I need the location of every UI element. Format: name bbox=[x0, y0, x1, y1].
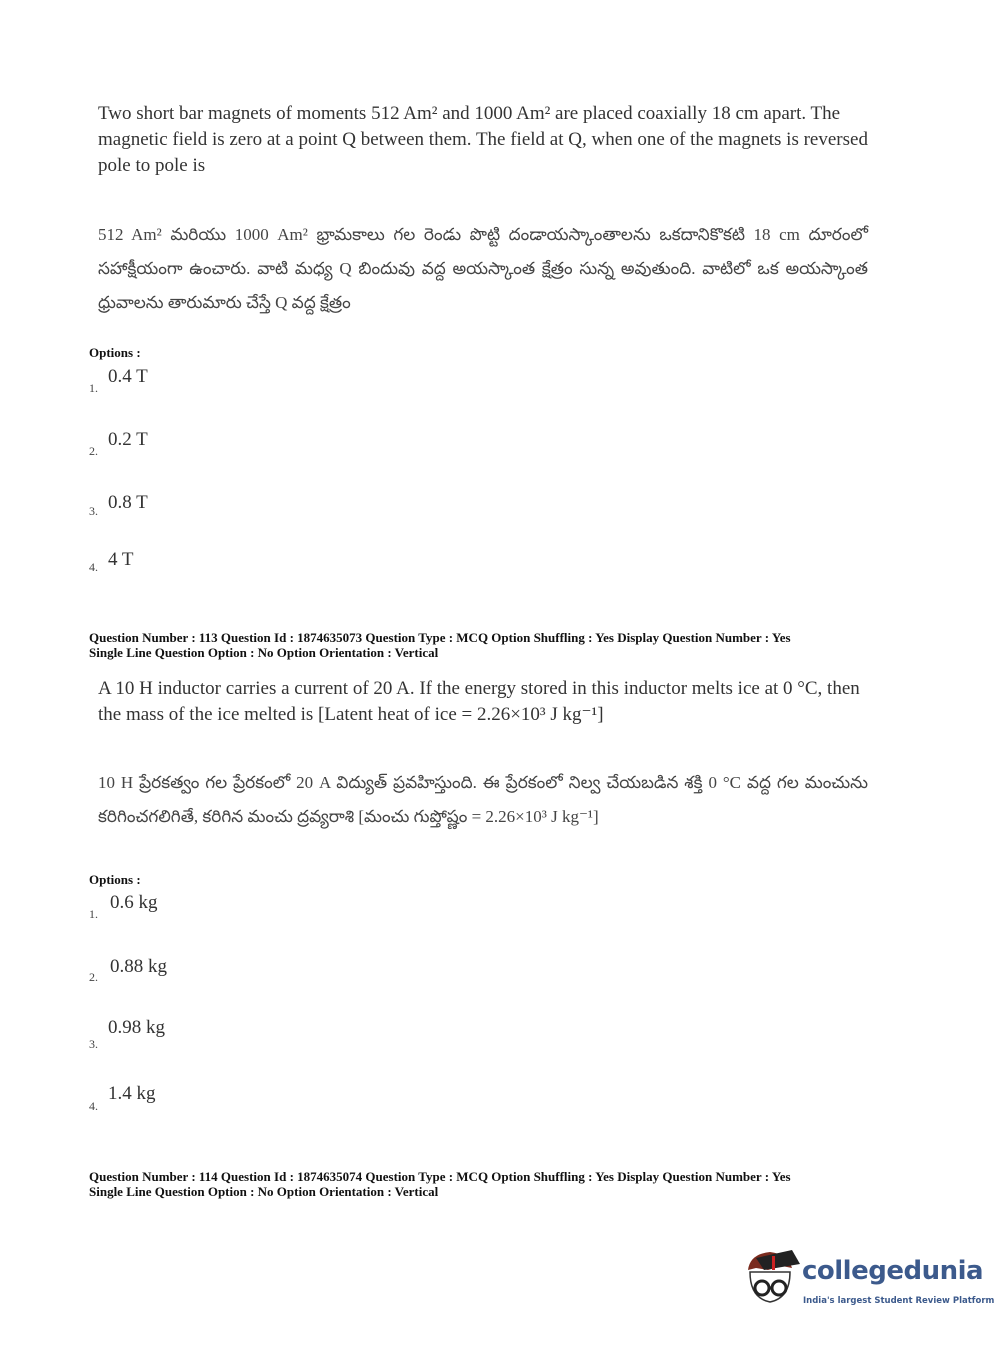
option-number: 4. bbox=[89, 1099, 98, 1113]
option-value: 0.8 T bbox=[108, 492, 148, 513]
mascot-icon bbox=[742, 1248, 800, 1310]
options-label: Options : bbox=[89, 872, 141, 887]
option-value: 0.4 T bbox=[108, 366, 148, 387]
question-113-telugu: 10 H ప్రేరకత్వం గల ప్రేరకంలో 20 A విద్యుత్ ప్రవహిస్తుంది. ఈ ప్రేరకంలో నిల్వ చేయబడిన శక్తి 0 °C వద్ద గల మంచును కరిగించగలిగితే, కరిగిన మంచు ద్రవ్యరాశి [మంచు గుప్తోష్ణం = 2.26×10³ J kg⁻¹] bbox=[98, 773, 868, 826]
options-label: Options : bbox=[89, 345, 141, 360]
option-value: 4 T bbox=[108, 549, 134, 570]
logo-brand: collegedunia bbox=[802, 1256, 984, 1286]
question-113-meta: Question Number : 113 Question Id : 1874635073 Question Type : MCQ Option Shuffling : Yes Display Question Number : Yes bbox=[89, 630, 791, 645]
option-value: 0.6 kg bbox=[110, 892, 158, 913]
question-113-meta-2: Single Line Question Option : No Option Orientation : Vertical bbox=[89, 645, 439, 660]
question-112-telugu: 512 Am² మరియు 1000 Am² భ్రామకాలు గల రెండు పొట్టి దండాయస్కాంతాలను ఒకదానికొకటి 18 cm దూరంలో సహాక్షీయంగా ఉంచారు. వాటి మధ్య Q బిందువు వద్ద అయస్కాంత క్షేత్రం సున్న అవుతుంది. వాటిలో ఒక అయస్కాంత ధ్రువాలను తారుమారు చేస్తే Q వద్ద క్షేత్రం bbox=[98, 225, 868, 312]
option-number: 3. bbox=[89, 1037, 98, 1051]
collegedunia-logo bbox=[742, 1248, 995, 1314]
option-number: 2. bbox=[89, 970, 98, 984]
question-113-english: A 10 H inductor carries a current of 20 A. If the energy stored in this inductor melts ice at 0 °C, then the mass of the ice melted is [Latent heat of ice = 2.26×10³ J kg⁻¹] bbox=[98, 678, 860, 725]
option-value: 0.2 T bbox=[108, 429, 148, 450]
option-value: 0.88 kg bbox=[110, 956, 167, 977]
option-number: 3. bbox=[89, 504, 98, 518]
option-value: 0.98 kg bbox=[108, 1017, 165, 1038]
option-number: 1. bbox=[89, 907, 98, 921]
option-value: 1.4 kg bbox=[108, 1083, 156, 1104]
option-number: 2. bbox=[89, 444, 98, 458]
question-114-meta: Question Number : 114 Question Id : 1874635074 Question Type : MCQ Option Shuffling : Yes Display Question Number : Yes bbox=[89, 1169, 791, 1184]
question-114-meta-2: Single Line Question Option : No Option Orientation : Vertical bbox=[89, 1184, 439, 1199]
option-number: 1. bbox=[89, 381, 98, 395]
question-112-english: Two short bar magnets of moments 512 Am² and 1000 Am² are placed coaxially 18 cm apart. The magnetic field is zero at a point Q between them. The field at Q, when one of the magnets is reversed pole to pole is bbox=[98, 103, 868, 176]
logo-tagline: India's largest Student Review Platform bbox=[803, 1296, 995, 1306]
option-number: 4. bbox=[89, 560, 98, 574]
